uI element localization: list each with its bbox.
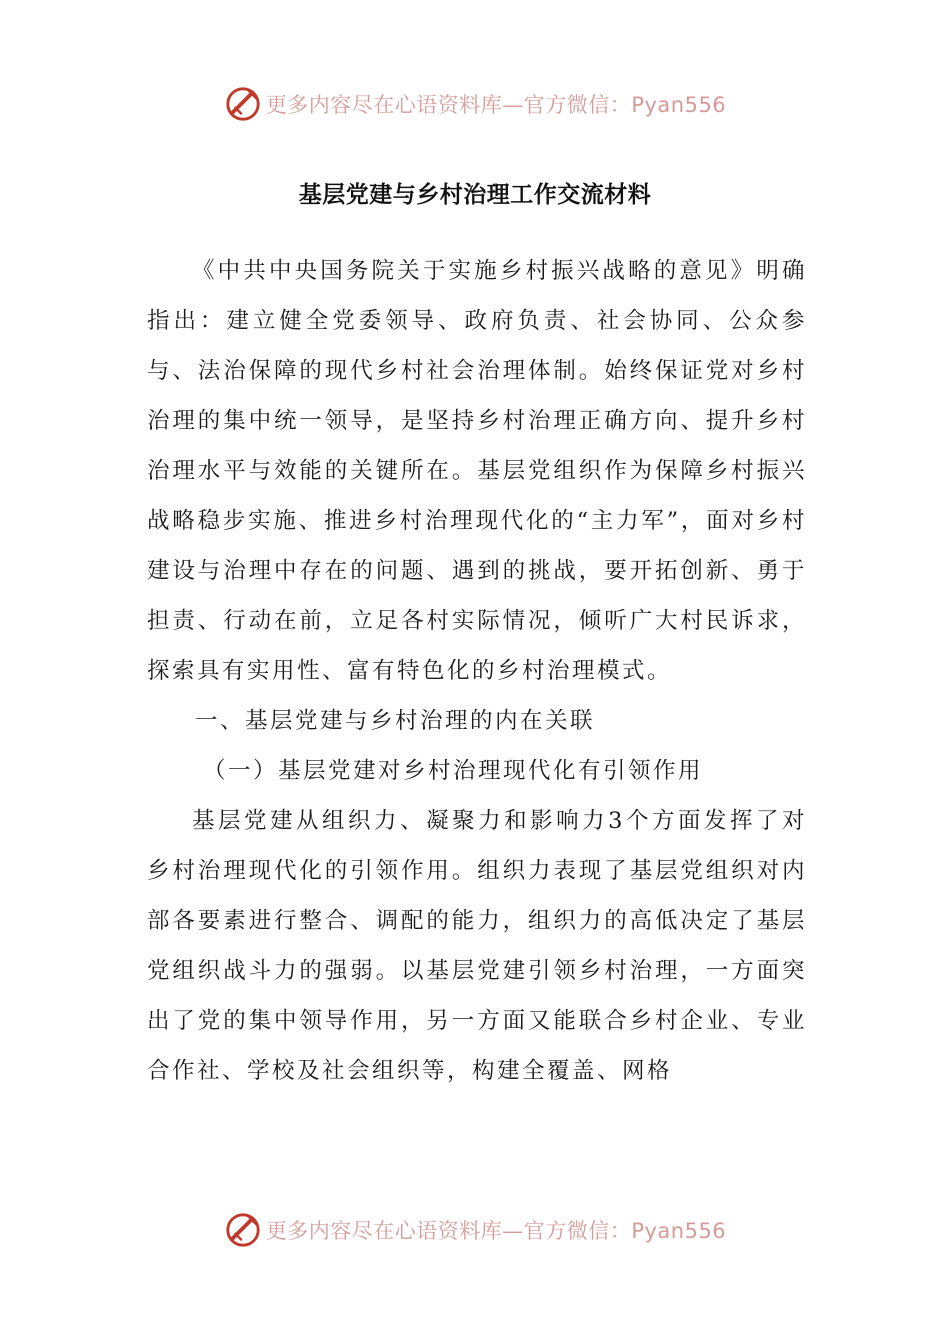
watermark-text: 更多内容尽在心语资料库—官方微信：Pyan556	[265, 1219, 727, 1243]
pen-logo-icon	[224, 85, 262, 123]
wechat-id: Pyan556	[631, 1219, 727, 1243]
watermark-footer	[0, 1208, 950, 1252]
wechat-id: Pyan556	[631, 93, 727, 117]
watermark-text: 更多内容尽在心语资料库—官方微信：Pyan556	[265, 93, 727, 117]
subsection-heading-1: （一）基层党建对乡村治理现代化有引领作用	[203, 758, 704, 784]
body-paragraph: 基层党建从组织力、凝聚力和影响力3个方面发挥了对乡村治理现代化的引领作用。组织力表现了基层党组织对内部各要素进行整合、调配的能力，组织力的高低决定了基层党组织战斗力的强弱。以基层党建引领乡村治理，一方面突出了党的集中领导作用，另一方面又能联合乡村企业、专业合作社、学校及社会组织等，构建全覆盖、网格	[147, 808, 807, 1084]
watermark-header	[0, 82, 950, 126]
intro-paragraph: 《中共中央国务院关于实施乡村振兴战略的意见》明确指出：建立健全党委领导、政府负责、社会协同、公众参与、法治保障的现代乡村社会治理体制。始终保证党对乡村治理的集中统一领导，是坚持乡村治理正确方向、提升乡村治理水平与效能的关键所在。基层党组织作为保障乡村振兴战略稳步实施、推进乡村治理现代化的“主力军”，面对乡村建设与治理中存在的问题、遇到的挑战，要开拓创新、勇于担责、行动在前，立足各村实际情况，倾听广大村民诉求，探索具有实用性、富有特色化的乡村治理模式。	[147, 258, 807, 684]
document-body	[147, 246, 807, 1096]
section-heading-1: 一、基层党建与乡村治理的内在关联	[195, 708, 596, 734]
pen-logo-icon	[224, 1211, 262, 1249]
document-title: 基层党建与乡村治理工作交流材料	[298, 181, 652, 208]
